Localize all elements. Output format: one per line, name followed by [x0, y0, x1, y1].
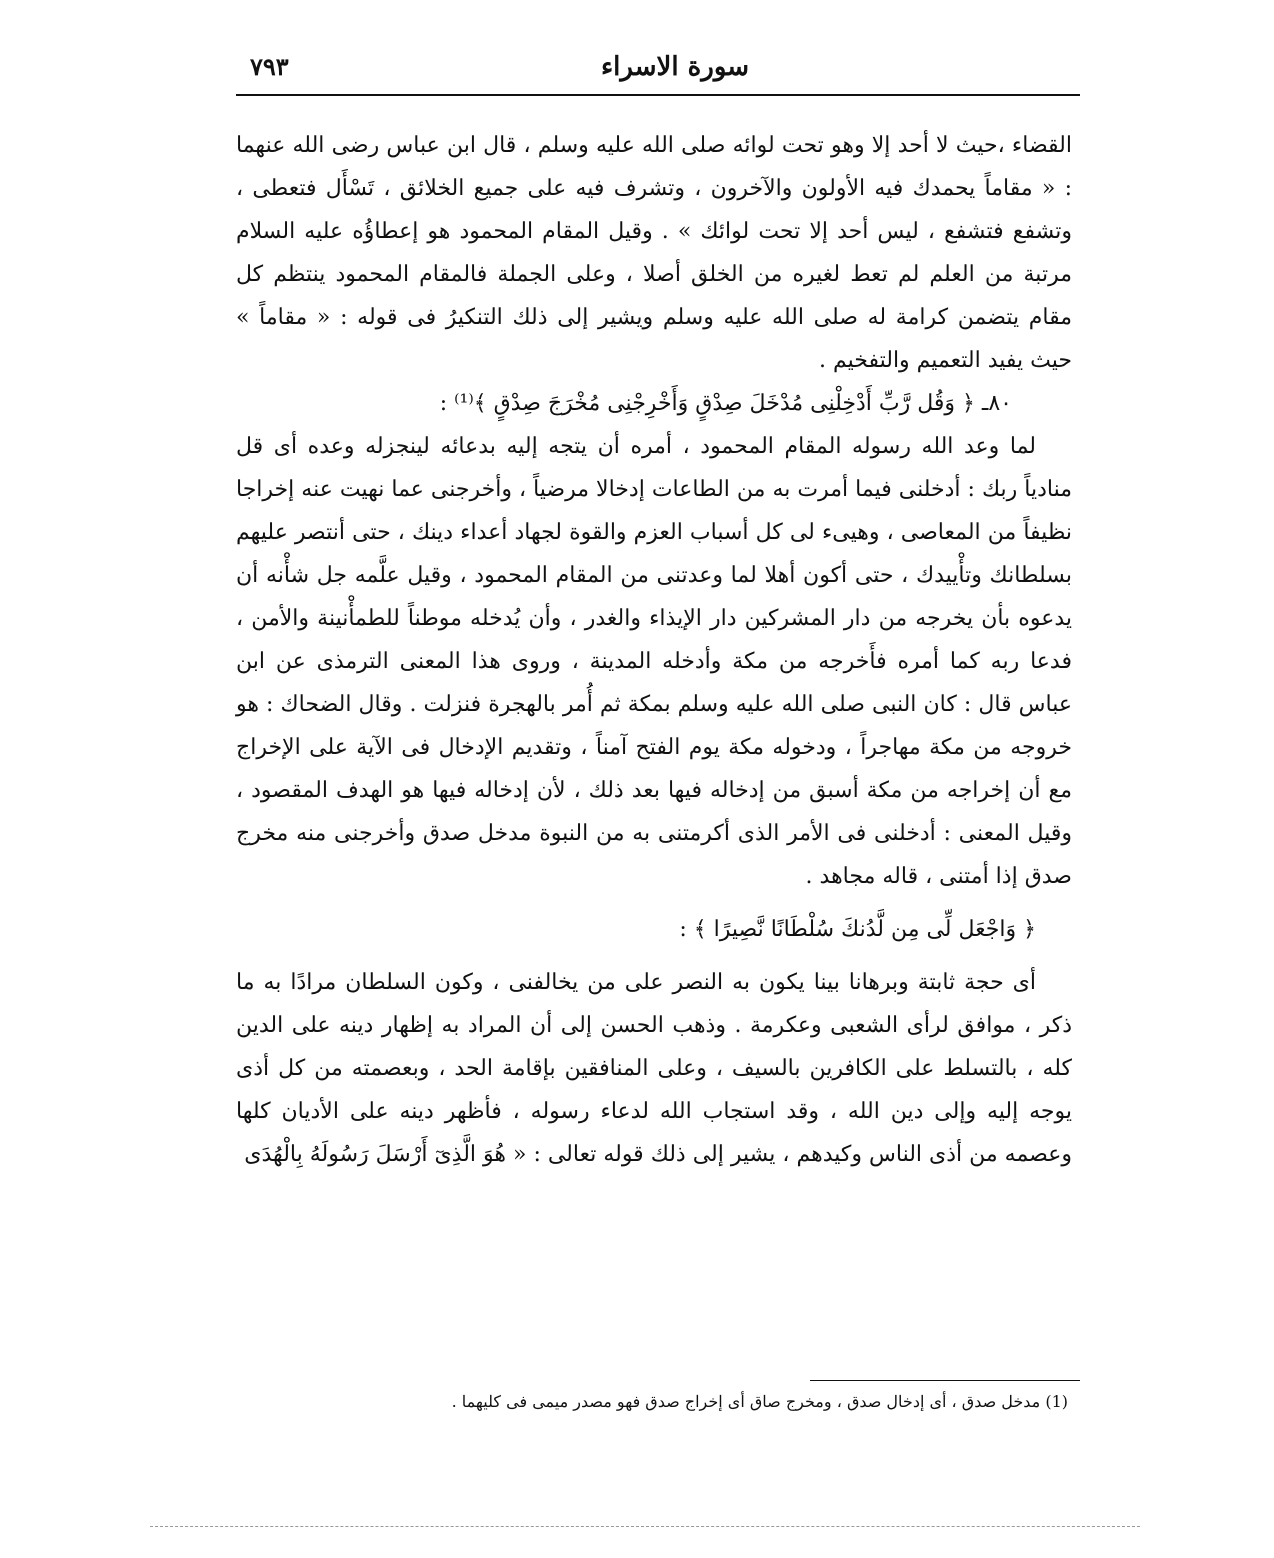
paragraph-3: أى حجة ثابتة وبرهانا بينا يكون به النصر على من يخالفنى ، وكون السلطان مرادًا به ما ذكر ، موافق لرأى الشعبى وعكرمة . وذهب الحسن إلى أن المراد به إظهار دينه على الدين كله ، بالتسلط على الكافرين بالسيف ، وعلى المنافقين بإقامة الحد ، وبعصمته من كل أذى يوجه إليه وإلى دين الله ، وقد استجاب الله لدعاء رسوله ، فأظهر دينه على الأديان كلها وعصمه من أذى الناس وكيدهم ، يشير إلى ذلك قوله تعالى : « هُوَ الَّذِىٓ أَرْسَلَ رَسُولَهُ بِالْهُدَى — [236, 970, 1072, 1167]
page-header — [236, 52, 1114, 88]
running-title: سورة الاسراء — [600, 52, 750, 82]
paragraph-2: لما وعد الله رسوله المقام المحمود ، أمره أن يتجه إليه بدعائه لينجزله وعده أى قل منادياً ربك : أدخلنى فيما أمرت به من الطاعات إدخالا مرضياً ، وأخرجنى عما نهيت عنه إخراجا نظيفاً من المعاصى ، وهيىء لى كل أسباب العزم والقوة لجهاد أعداء دينك ، حتى أنتصر عليهم بسلطانك وتأْييدك ، حتى أكون أهلا لما وعدتنى من المقام المحمود ، وقيل علَّمه جل شأْنه أن يدعوه بأن يخرجه من دار المشركين دار الإيذاء والغدر ، وأن يُدخله موطناً للطمأْنينة والأمن ، فدعا ربه كما أمره فأَخرجه من مكة وأدخله المدينة ، وروى هذا المعنى الترمذى عن ابن عباس قال : كان النبى صلى الله عليه وسلم بمكة ثم أُمر بالهجرة فنزلت . وقال الضحاك : هو خروجه من مكة مهاجراً ، ودخوله مكة يوم الفتح آمناً ، وتقديم الإدخال فى الآية على الإخراج مع أن إخراجه من مكة أسبق من إدخاله فيها بعد ذلك ، لأن إدخاله فيها هو الهدف المقصود ، وقيل المعنى : أدخلنى فى الأمر الذى أكرمتنى به من النبوة مدخل صدق وأخرجنى منه مخرج صدق إذا أمتنى ، قاله مجاهد . — [236, 434, 1072, 889]
quran-verse-continuation: ﴿ وَاجْعَل لِّى مِن لَّدُنكَ سُلْطَانًا نَّصِيرًا ﴾ : — [679, 917, 1036, 942]
body-text — [236, 124, 1072, 1176]
footnote: (1) مدخل صدق ، أى إدخال صدق ، ومخرج صاق أى إخراج صدق فهو مصدر ميمى فى كليهما . — [451, 1392, 1068, 1411]
header-rule — [236, 94, 1080, 96]
footnote-rule — [810, 1380, 1080, 1381]
paragraph-1: القضاء ،حيث لا أحد إلا وهو تحت لوائه صلى الله عليه وسلم ، قال ابن عباس رضى الله عنهما : « مقاماً يحمدك فيه الأولون والآخرون ، وتشرف فيه على جميع الخلائق ، تَسْأَل فتعطى ، وتشفع فتشفع ، ليس أحد إلا تحت لوائك » . وقيل المقام المحمود هو إعطاؤُه عليه السلام مرتبة من العلم لم تعط لغيره من الخلق أصلا ، وعلى الجملة فالمقام المحمود ينتظم كل مقام يتضمن كرامة له صلى الله عليه وسلم ويشير إلى ذلك التنكيرُ فى قوله : « مقاماً » حيث يفيد التعميم والتفخيم . — [236, 133, 1072, 373]
page-number: ٧٩٣ — [250, 52, 289, 81]
bottom-rule — [150, 1526, 1140, 1527]
quran-verse-80: ٨٠ـ ﴿ وَقُل رَّبِّ أَدْخِلْنِى مُدْخَلَ صِدْقٍ وَأَخْرِجْنِى مُخْرَجَ صِدْقٍ ﴾⁽¹⁾ : — [439, 391, 1012, 416]
